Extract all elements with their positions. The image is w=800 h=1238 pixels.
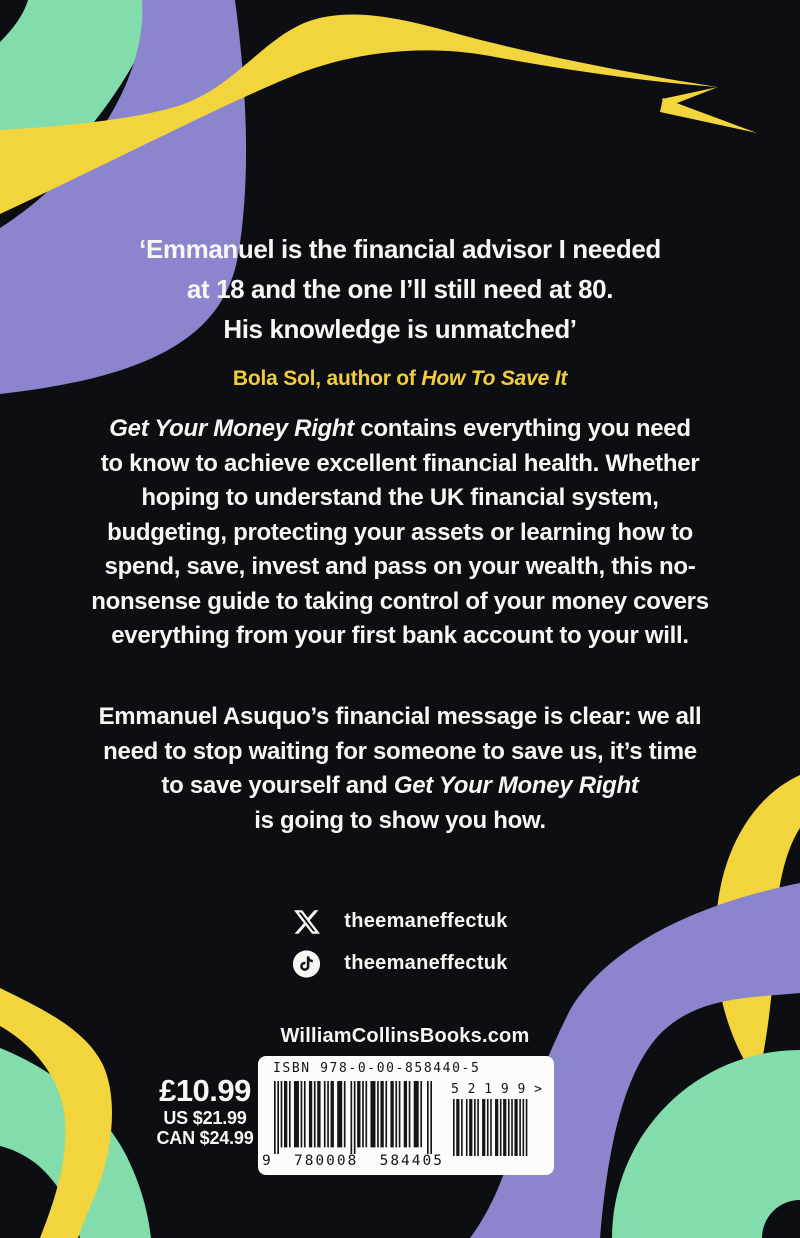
isbn-number: ISBN 978-0-00-858440-5: [273, 1061, 481, 1076]
quote-attribution: Bola Sol, author of How To Save It: [232, 367, 568, 390]
quote-line-3: His knowledge is unmatched’: [223, 314, 577, 344]
ean13-barcode: [274, 1081, 432, 1154]
addon-digit: 9: [500, 1082, 510, 1097]
x-twitter-icon: [292, 907, 321, 936]
price-gbp: £10.99: [159, 1073, 251, 1108]
price-us: US $21.99: [163, 1108, 247, 1128]
x-social-row: [292, 907, 507, 936]
tiktok-handle: theemaneffectuk: [344, 952, 508, 974]
swirl-green-bottom-right: [612, 1050, 800, 1238]
blurb-paragraph-1: Get Your Money Right contains everything you need to know to achieve excellent financial health. Whether hoping to understand the UK financial system, budgeting, protecting your assets or learning how to spend, save, invest and pass on your wealth, this no- nonsense guide to taking control of your money covers everything from your first bank account to your will.: [91, 415, 709, 649]
tiktok-icon: [292, 949, 321, 978]
price-can: CAN $24.99: [156, 1128, 254, 1148]
addon-arrow: >: [534, 1082, 543, 1097]
barcode-group-1: 780008: [293, 1153, 359, 1169]
tiktok-social-row: [292, 949, 507, 978]
barcode-digits: [262, 1153, 444, 1169]
x-handle: theemaneffectuk: [344, 910, 508, 932]
publisher-website: WilliamCollinsBooks.com: [280, 1025, 530, 1047]
addon-barcode: [453, 1099, 529, 1156]
social-links: [0, 907, 800, 978]
addon-digits: [451, 1082, 543, 1097]
swirl-yellow-bolt-lower: [660, 98, 757, 133]
addon-digit: 2: [467, 1082, 477, 1097]
barcode-panel: [258, 1056, 554, 1175]
barcode-digit-left: 9: [262, 1153, 273, 1169]
review-quote: [0, 229, 800, 399]
quote-line-1: ‘Emmanuel is the financial advisor I needed: [139, 234, 661, 264]
quote-line-2: at 18 and the one I’ll still need at 80.: [186, 274, 614, 304]
blurb-paragraph-2: Emmanuel Asuquo’s financial message is clear: we all need to stop waiting for someone to save us, it’s time to save yourself and Get Your Money Right is going to show you how.: [98, 703, 702, 834]
barcode-group-2: 584405: [379, 1153, 444, 1169]
addon-digit: 9: [517, 1082, 527, 1097]
addon-digit: 5: [451, 1082, 460, 1097]
addon-digit: 1: [484, 1082, 494, 1097]
